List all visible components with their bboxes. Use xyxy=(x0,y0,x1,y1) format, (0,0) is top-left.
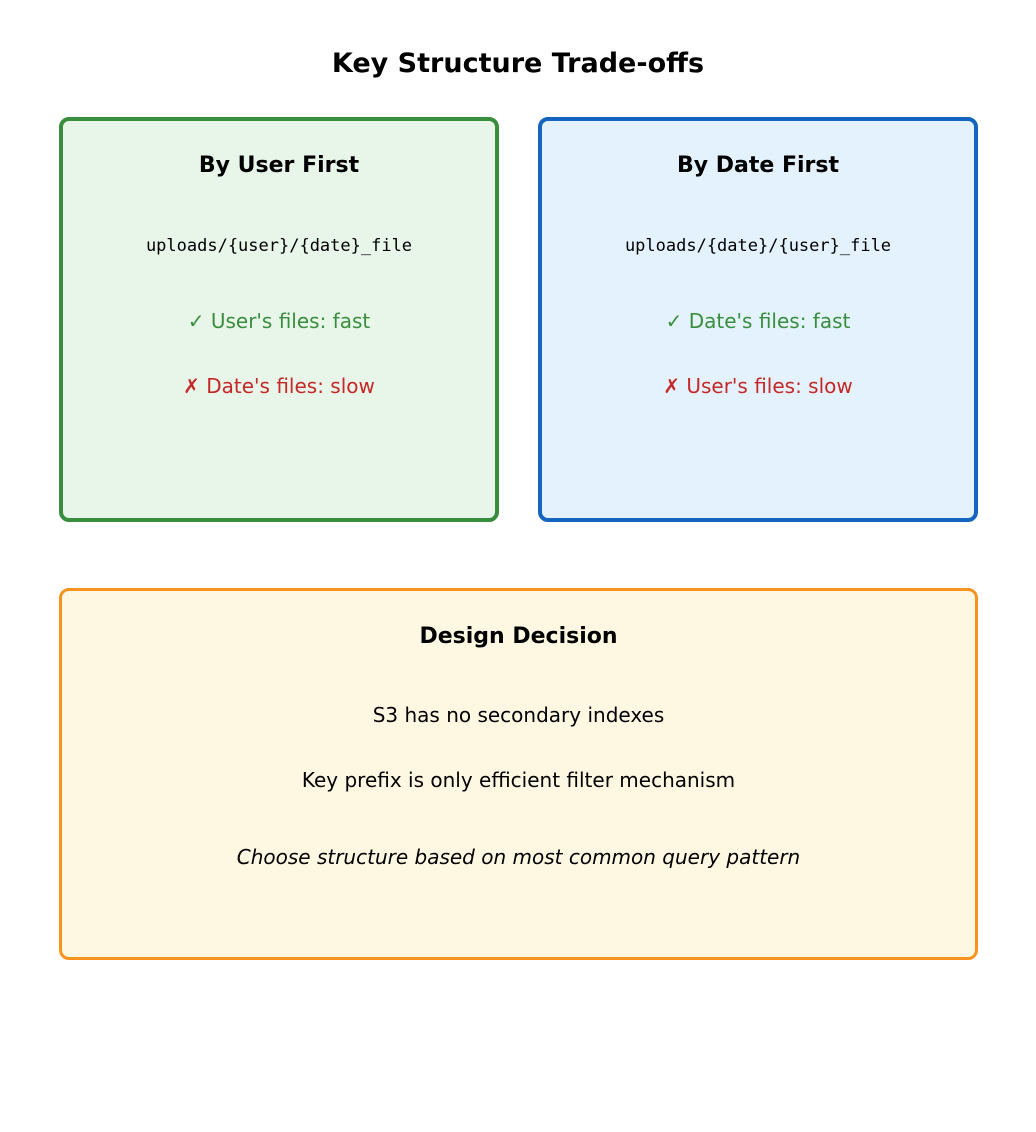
by-user-first-pro: ✓ User's files: fast xyxy=(187,309,371,333)
design-decision-point-2: Key prefix is only efficient filter mechanism xyxy=(301,768,736,792)
by-date-first-pro: ✓ Date's files: fast xyxy=(665,309,851,333)
by-user-first-heading: By User First xyxy=(198,153,360,178)
design-decision-conclusion: Choose structure based on most common query pattern xyxy=(236,845,801,869)
by-date-first-panel xyxy=(538,117,978,522)
by-date-first-con: ✗ User's files: slow xyxy=(663,374,853,398)
design-decision-point-1: S3 has no secondary indexes xyxy=(372,703,665,727)
diagram-title: Key Structure Trade-offs xyxy=(331,48,705,79)
by-date-first-key-pattern: uploads/{date}/{user}_file xyxy=(624,236,892,256)
by-user-first-panel xyxy=(59,117,499,522)
by-user-first-key-pattern: uploads/{user}/{date}_file xyxy=(145,236,413,256)
by-user-first-con: ✗ Date's files: slow xyxy=(183,374,375,398)
design-decision-heading: Design Decision xyxy=(419,624,618,649)
by-date-first-heading: By Date First xyxy=(676,153,839,178)
design-decision-panel xyxy=(59,588,978,960)
